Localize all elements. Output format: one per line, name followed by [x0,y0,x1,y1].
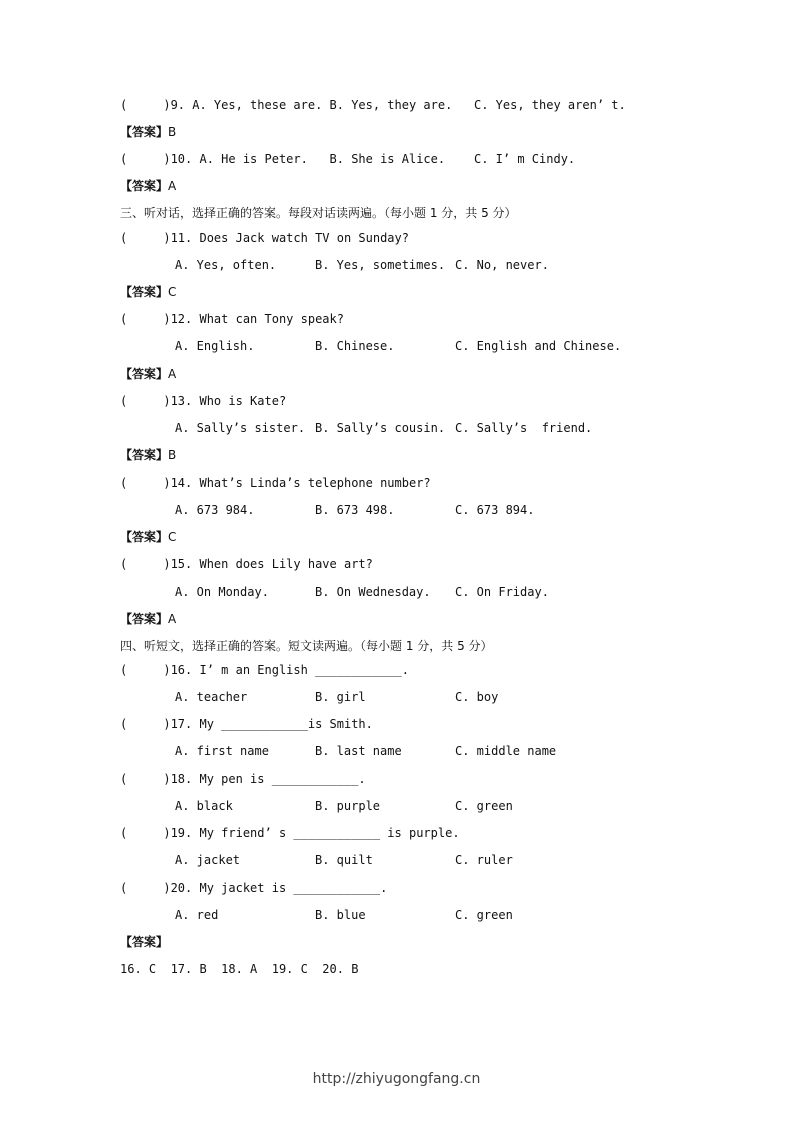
option-20-b: B. blue [315,908,366,922]
option-14-b: B. 673 498. [315,503,395,517]
option-13-c: C. Sally’s friend. [455,421,593,435]
option-16-b: B. girl [315,690,366,704]
option-17-c: C. middle name [455,744,557,758]
option-11-b: B. Yes, sometimes. [315,258,446,272]
option-14-a: A. 673 984. [175,503,255,517]
option-13-b: B. Sally’s cousin. [315,421,446,435]
answer-11: 【答案】C [120,285,177,299]
question-13: ( )13. Who is Kate? [120,394,287,408]
option-19-a: A. jacket [175,853,241,867]
answer-15: 【答案】A [120,612,177,626]
question-18: ( )18. My pen is ____________. [120,772,366,786]
question-16: ( )16. I’ m an English ____________. [120,663,409,677]
question-10: ( )10. A. He is Peter. B. She is Alice. C. I’ m Cindy. [120,152,576,166]
answer-14: 【答案】C [120,530,177,544]
footer-url[interactable]: http://zhiyugongfang.cn [312,1071,481,1087]
option-17-b: B. last name [315,744,402,758]
question-17: ( )17. My ____________is Smith. [120,717,373,731]
option-12-b: B. Chinese. [315,339,395,353]
option-11-a: A. Yes, often. [175,258,277,272]
option-13-a: A. Sally’s sister. [175,421,306,435]
option-19-b: B. quilt [315,853,373,867]
option-16-a: A. teacher [175,690,248,704]
option-12-c: C. English and Chinese. [455,339,622,353]
question-20: ( )20. My jacket is ____________. [120,881,388,895]
question-19: ( )19. My friend’ s ____________ is purple. [120,826,460,840]
option-18-b: B. purple [315,799,381,813]
question-9: ( )9. A. Yes, these are. B. Yes, they are. C. Yes, they aren’ t. [120,98,626,112]
answer-9: 【答案】B [120,125,177,139]
option-15-a: A. On Monday. [175,585,269,599]
option-14-c: C. 673 894. [455,503,535,517]
answer-10: 【答案】A [120,179,177,193]
option-17-a: A. first name [175,744,269,758]
option-18-a: A. black [175,799,233,813]
option-16-c: C. boy [455,690,499,704]
option-12-a: A. English. [175,339,255,353]
option-11-c: C. No, never. [455,258,549,272]
final-answer-list: 16. C 17. B 18. A 19. C 20. B [120,962,359,976]
question-12: ( )12. What can Tony speak? [120,312,344,326]
question-14: ( )14. What’s Linda’s telephone number? [120,476,431,490]
option-19-c: C. ruler [455,853,513,867]
answer-12: 【答案】A [120,367,177,381]
final-answer-label: 【答案】 [120,935,169,949]
answer-13: 【答案】B [120,448,177,462]
option-20-c: C. green [455,908,513,922]
question-15: ( )15. When does Lily have art? [120,557,373,571]
section-4-heading: 四、听短文，选择正确的答案。短文读两遍。（每小题 1 分，共 5 分） [120,639,493,653]
option-15-b: B. On Wednesday. [315,585,431,599]
option-20-a: A. red [175,908,219,922]
option-18-c: C. green [455,799,513,813]
question-11: ( )11. Does Jack watch TV on Sunday? [120,231,409,245]
option-15-c: C. On Friday. [455,585,549,599]
section-3-heading: 三、听对话，选择正确的答案。每段对话读两遍。（每小题 1 分，共 5 分） [120,206,517,220]
